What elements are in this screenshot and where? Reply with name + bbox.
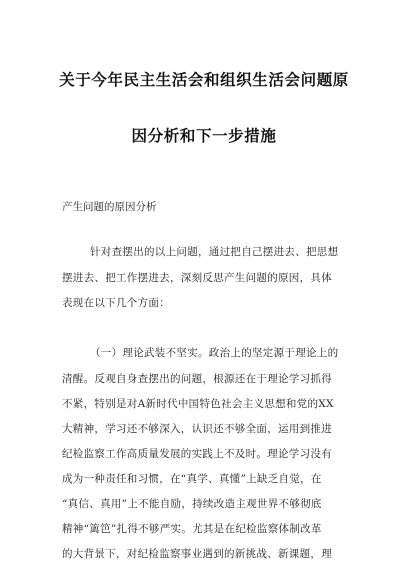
paragraph-line: 精神“篱笆”扎得不够严实。尤其是在纪检监察体制改革 (62, 523, 322, 535)
paragraph-line: 清醒。反观自身查摆出的问题，根源还在于理论学习抓得 (62, 373, 332, 385)
document-title-line-1: 关于今年民主生活会和组织生活会问题原 (59, 71, 349, 89)
paragraph-line: “真信、真用”上不能自励，持续改造主观世界不够彻底 (62, 498, 322, 510)
paragraph-line: 针对查摆出的以上问题，通过把自己摆进去、把思想 (90, 246, 339, 258)
paragraph-line: 表现在以下几个方面： (62, 297, 170, 309)
document-title-line-2: 因分析和下一步措施 (131, 127, 277, 145)
section-heading: 产生问题的原因分析 (62, 201, 157, 213)
paragraph-line: （一）理论武装不坚实。政治上的坚定源于理论上的 (90, 347, 339, 359)
paragraph-line: 大精神，学习还不够深入，认识还不够全面，运用到推进 (62, 423, 332, 435)
paragraph-line: 纪检监察工作高质量发展的实践上不及时。理论学习没有 (62, 448, 332, 460)
paragraph-line: 摆进去、把工作摆进去，深刻反思产生问题的原因，具体 (62, 272, 332, 284)
paragraph-line: 不紧，特别是对A新时代中国特色社会主义思想和党的XX (62, 398, 334, 410)
paragraph-line: 成为一种责任和习惯，在“真学、真懂”上缺乏自觉，在 (62, 473, 322, 485)
paragraph-line: 的大背景下，对纪检监察事业遇到的新挑战、新课题，理 (62, 548, 332, 560)
